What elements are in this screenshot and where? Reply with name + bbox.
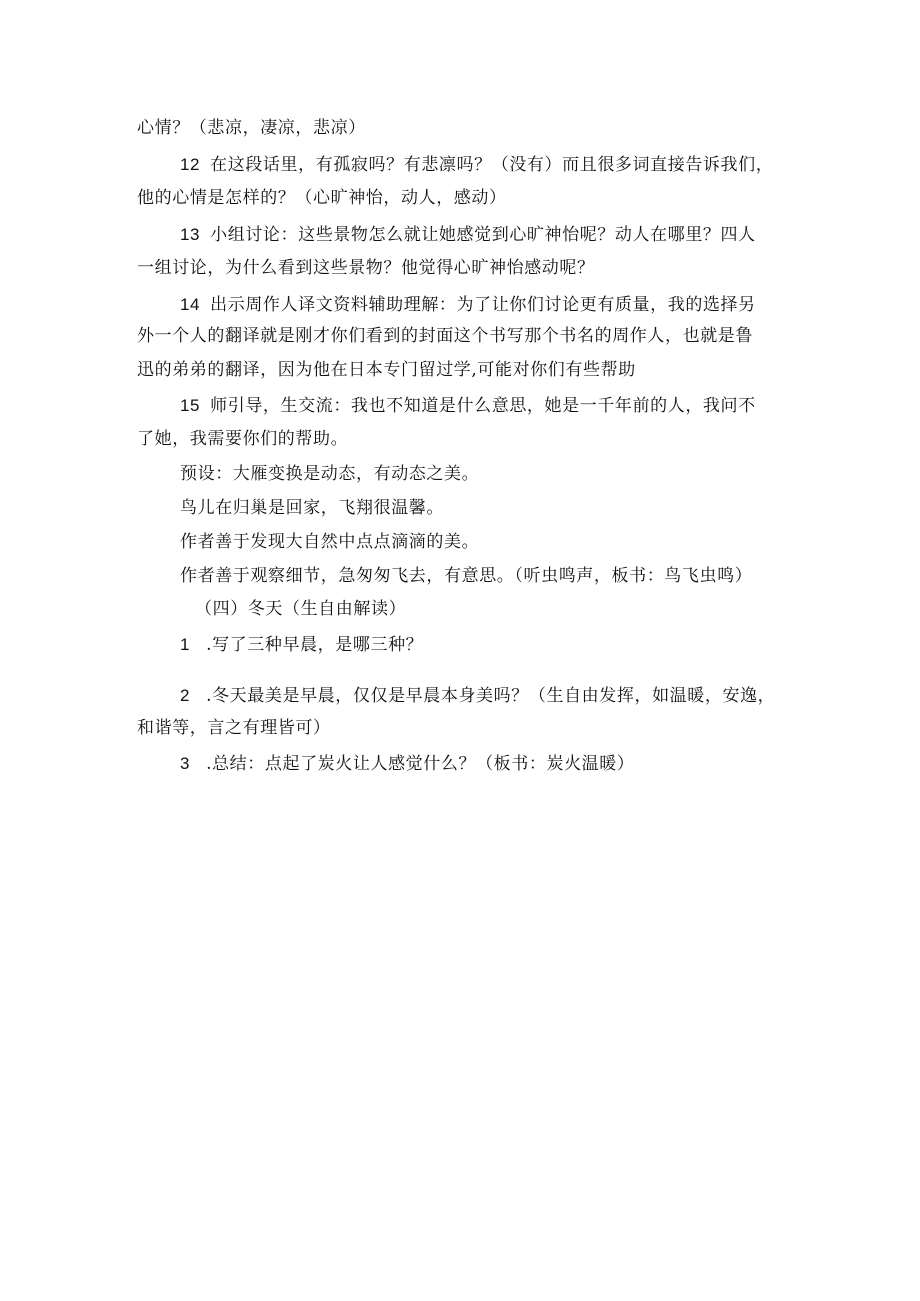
item-number: 14 (180, 295, 201, 314)
line-text: 鸟儿在归巢是回家，飞翔很温馨。 (180, 498, 444, 518)
line-text: 外一个人的翻译就是刚才你们看到的封面这个书写那个书名的周作人，也就是鲁 (137, 326, 753, 346)
text-line (137, 256, 595, 280)
line-text: 了她，我需要你们的帮助。 (137, 429, 349, 449)
line-text: .冬天最美是早晨，仅仅是早晨本身美吗？（生自由发挥，如温暖，安逸， (206, 686, 776, 706)
text-line (180, 293, 756, 317)
line-text: 作者善于发现大自然中点点滴滴的美。 (180, 532, 480, 552)
text-line (180, 496, 444, 520)
text-line (180, 394, 756, 418)
text-line (180, 530, 479, 554)
line-text: 在这段话里，有孤寂吗？有悲凛吗？（没有）而且很多词直接告诉我们， (210, 155, 774, 175)
list-item (180, 633, 423, 657)
line-text: 一组讨论，为什么看到这些景物？他觉得心旷神怡感动呢？ (137, 258, 595, 278)
text-line (180, 564, 752, 588)
text-line (180, 153, 773, 177)
text-line (180, 462, 479, 486)
text-line (137, 324, 753, 348)
item-number: 3 (180, 754, 191, 773)
item-number: 2 (180, 686, 191, 705)
line-text: 和谐等，言之有理皆可） (137, 718, 331, 738)
text-line (180, 223, 756, 247)
item-number: 15 (180, 396, 201, 415)
item-number: 12 (180, 155, 201, 174)
line-text: 迅的弟弟的翻译，因为他在日本专门留过学,可能对你们有些帮助 (137, 360, 636, 380)
line-text: 心情？（悲凉，凄凉，悲凉） (137, 118, 366, 138)
item-number: 1 (180, 635, 191, 654)
line-text: 师引导，生交流：我也不知道是什么意思，她是一千年前的人，我问不 (210, 396, 756, 416)
section-heading (195, 597, 406, 621)
line-text: 他的心情是怎样的？（心旷神怡，动人，感动） (137, 188, 507, 208)
text-line (137, 186, 507, 210)
line-text: 作者善于观察细节，急匆匆飞去，有意思。（听虫鸣声，板书：鸟飞虫鸣） (180, 566, 753, 586)
line-text: 出示周作人译文资料辅助理解：为了让你们讨论更有质量，我的选择另 (210, 295, 756, 315)
item-number: 13 (180, 225, 201, 244)
text-line (137, 716, 331, 740)
text-line (137, 427, 348, 451)
list-item (180, 684, 775, 708)
line-text: 小组讨论：这些景物怎么就让她感觉到心旷神怡呢？动人在哪里？四人 (210, 225, 756, 245)
list-item (180, 752, 634, 776)
line-text: （四）冬天（生自由解读） (195, 599, 407, 619)
line-text: .总结：点起了炭火让人感觉什么？（板书：炭火温暖） (206, 754, 635, 774)
text-line (137, 116, 366, 140)
line-text: .写了三种早晨，是哪三种？ (206, 635, 424, 655)
line-text: 预设：大雁变换是动态，有动态之美。 (180, 464, 480, 484)
text-line (137, 358, 636, 382)
